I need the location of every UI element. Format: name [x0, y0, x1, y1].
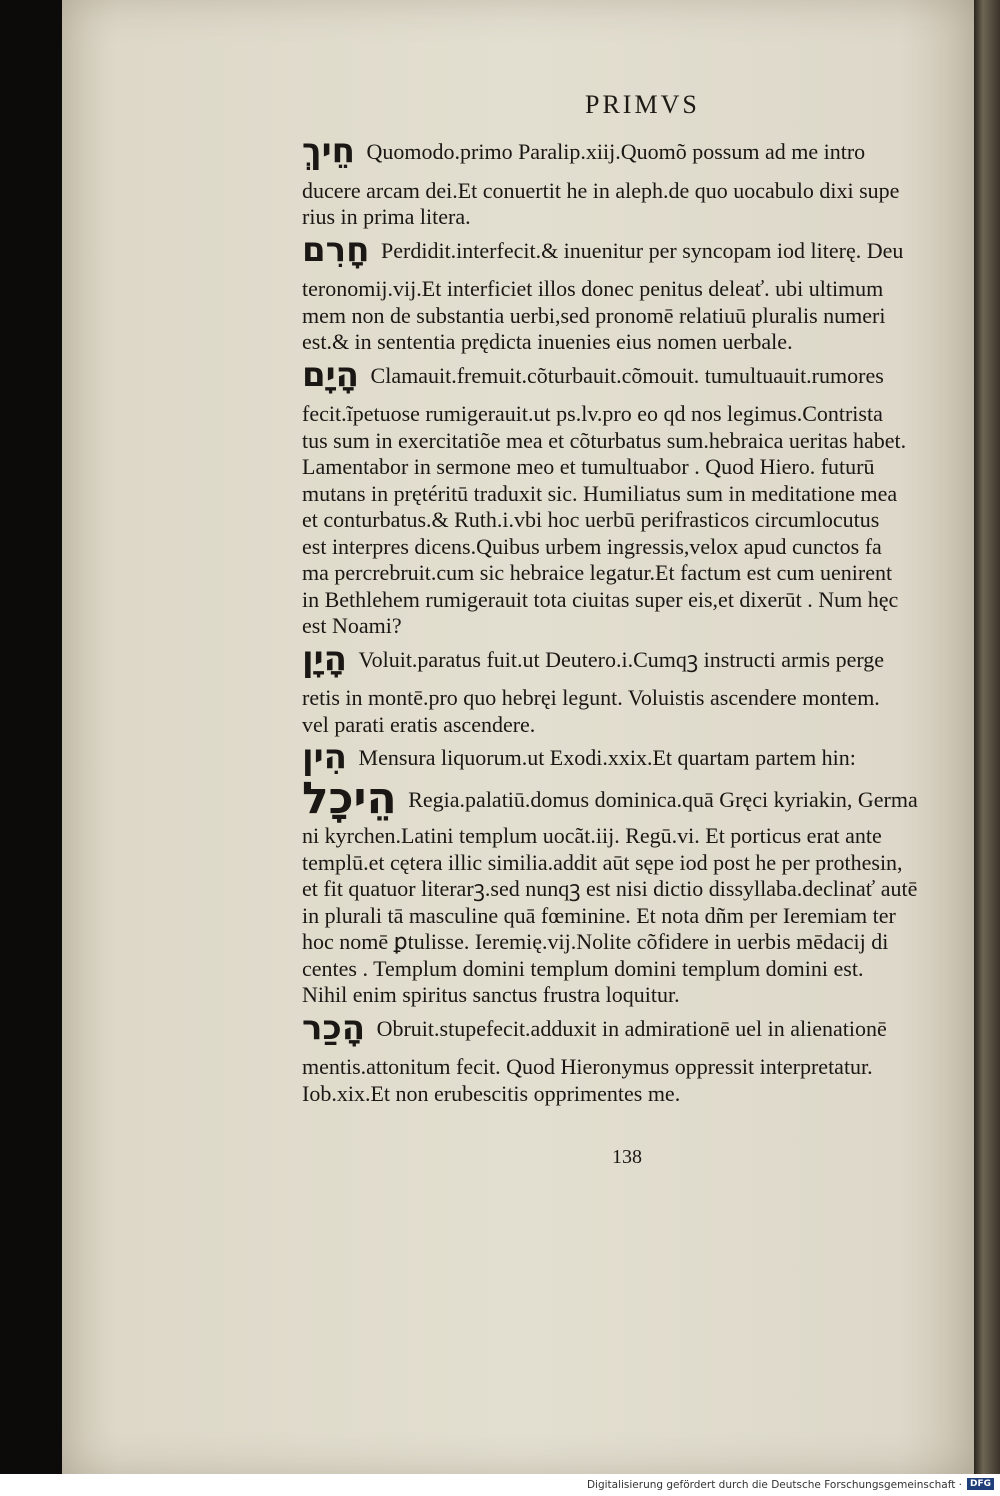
entry-line: Perdidit.interfecit.& inuenitur per syncopam iod literę. Deu	[381, 237, 904, 263]
entry-line: tus sum in exercitatiõe mea et cõturbatus sum.hebraica ueritas habet.	[302, 427, 907, 453]
entry-line: in Bethlehem rumigerauit tota ciuitas super eis,et dixerūt . Num hęc	[302, 586, 899, 612]
entry-line: ducere arcam dei.Et conuertit he in aleph.de quo uocabulo dixi supe	[302, 177, 900, 203]
entry	[302, 1007, 950, 1108]
entry-line: Iob.xix.Et non erubescitis opprimentes me.	[302, 1080, 681, 1106]
entry-line: Nihil enim spiritus sanctus frustra loquitur.	[302, 982, 680, 1007]
entry-line: in plurali tā masculine quā fœminine. Et nota dñm per Ieremiam ter	[302, 902, 896, 928]
entry-line: ma percrebruit.cum sic hebraice legatur.Et factum est cum uenirent	[302, 560, 893, 585]
entry-line: Quomodo.primo Paralip.xiij.Quomõ possum ad me intro	[366, 139, 866, 164]
entry-line: est Noami?	[302, 613, 402, 638]
page-number: 138	[612, 1146, 642, 1168]
entry-line: fecit.ĩpetuose rumigerauit.ut ps.lv.pro eo qd nos legimus.Contrista	[302, 401, 883, 426]
entry-line: rius in prima litera.	[302, 204, 471, 229]
entry-line: templū.et cętera illic similia.addit aūt sępe iod post he per prothesin,	[302, 849, 903, 875]
entry	[302, 229, 950, 356]
entry-line: centes . Templum domini templum domini templum domini est.	[302, 955, 864, 981]
entry-line: retis in montē.pro quo hebręi legunt. Voluistis ascendere montem.	[302, 685, 880, 710]
entry-line: Obruit.stupefecit.adduxit in admirationē uel in alienationē	[376, 1015, 887, 1041]
entry-line: hoc nomē ꝑtulisse. Ieremię.vij.Nolite cõfidere in uerbis mēdacij di	[302, 929, 889, 954]
running-head: PRIMVS	[585, 90, 700, 119]
entry-line: Clamauit.fremuit.cõturbauit.cõmouit. tumultuauit.rumores	[370, 362, 884, 388]
hebrew-headword: הִין	[302, 737, 348, 777]
entry-line: est.& in sententia prędicta inuenies eius nomen uerbale.	[302, 329, 793, 354]
entry	[302, 772, 950, 1009]
hebrew-headword: חֵיךְ	[302, 131, 356, 171]
entry-line: et fit quatuor literarꝫ.sed nunqꝫ est nisi dictio dissyllaba.declinať autē	[302, 876, 918, 901]
text-block	[302, 131, 950, 1107]
entry-line: Lamentabor in sermone meo et tumultuabor . Quod Hiero. futurū	[302, 454, 875, 479]
entry-line: Mensura liquorum.ut Exodi.xxix.Et quartam partem hin:	[358, 745, 856, 770]
entry-line: mentis.attonitum fecit. Quod Hieronymus oppressit interpretatur.	[302, 1054, 873, 1079]
dfg-logo: DFG	[967, 1478, 994, 1490]
footer-credit: Digitalisierung gefördert durch die Deutsche Forschungsgemeinschaft ·	[586, 1479, 962, 1491]
entry	[302, 354, 950, 640]
page-edge	[974, 0, 1000, 1474]
entry-line: et conturbatus.& Ruth.i.vbi hoc uerbū perifrasticos circumlocutus	[302, 507, 880, 532]
hebrew-headword: הָיָם	[302, 354, 360, 395]
entry	[302, 737, 950, 777]
hebrew-headword: חָרִם	[302, 229, 370, 270]
entry-line: ni kyrchen.Latini templum uocãt.iij. Regū.vi. Et porticus erat ante	[302, 823, 882, 848]
entry	[302, 131, 950, 231]
hebrew-headword: הָיָן	[302, 638, 348, 679]
entry-line: Regia.palatiū.domus dominica.quā Gręci kyriakin, Germa	[408, 786, 918, 812]
hebrew-headword: הָכַר	[302, 1007, 366, 1048]
entry-line: Voluit.paratus fuit.ut Deutero.i.Cumqꝫ instructi armis perge	[358, 646, 885, 672]
entry-line: teronomij.vij.Et interficiet illos donec penitus deleať. ubi ultimum	[302, 276, 884, 301]
entry-line: vel parati eratis ascendere.	[302, 711, 536, 737]
entry	[302, 638, 950, 739]
entry-line: mutans in prętéritū traduxit sic. Humiliatus sum in meditatione mea	[302, 480, 898, 506]
hebrew-headword: הֵיכָל	[302, 772, 397, 824]
entry-line: est interpres dicens.Quibus urbem ingressis,velox apud cunctos fa	[302, 533, 882, 559]
entry-line: mem non de substantia uerbi,sed pronomē relatiuū pluralis numeri	[302, 302, 886, 328]
